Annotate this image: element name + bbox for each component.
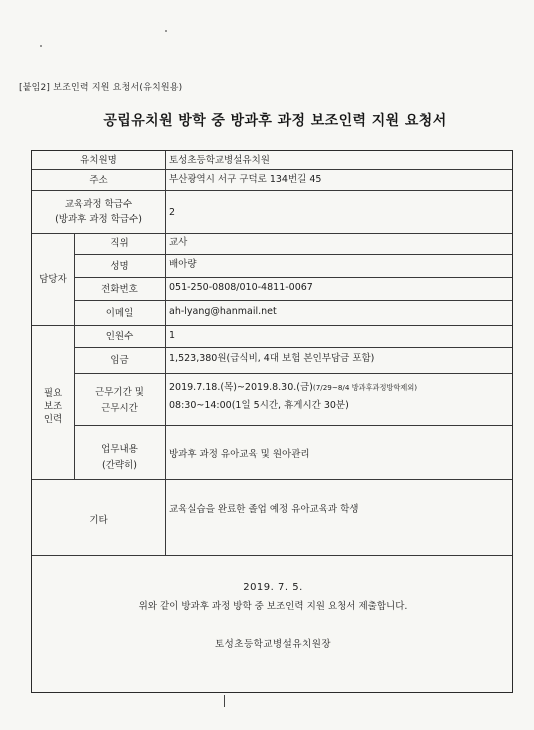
wage-value: 1,523,380원(급식비, 4대 보험 본인부담금 포함) <box>169 353 375 364</box>
document-title: 공립유치원 방학 중 방과후 과정 보조인력 지원 요청서 <box>103 113 447 129</box>
phone-label: 전화번호 <box>101 284 138 295</box>
submission-date: 2019. 7. 5. <box>243 582 303 593</box>
staff-label-line1: 필요 <box>43 388 63 399</box>
position-value: 교사 <box>169 237 188 248</box>
work-period-value <box>169 381 417 394</box>
etc-label: 기타 <box>89 515 108 526</box>
manager-label: 담당자 <box>39 274 67 285</box>
annex-label: [붙임2] 보조인력 지원 요청서(유치원용) <box>19 83 183 93</box>
position-label: 직위 <box>110 238 129 249</box>
headcount-value: 1 <box>169 330 176 341</box>
duty-label-line1: 업무내용 <box>101 444 138 455</box>
email-value: ah-lyang@hanmail.net <box>169 306 277 317</box>
address-label: 주소 <box>89 175 108 186</box>
work-hours-value: 08:30~14:00(1일 5시간, 휴게시간 30분) <box>169 400 349 411</box>
request-form-table <box>31 150 513 693</box>
work-period-note: (7/29~8/4 방과후과정방학제외) <box>312 383 418 392</box>
duty-label-line2: (간략히) <box>102 460 137 471</box>
name-value: 배아량 <box>169 259 197 270</box>
work-period-label-line2: 근무시간 <box>101 403 138 414</box>
etc-value: 교육실습을 완료한 졸업 예정 유아교육과 학생 <box>169 504 359 515</box>
page-edge-mark <box>224 695 225 707</box>
class-count-label: 교육과정 학급수 <box>64 199 133 210</box>
scan-speck <box>165 30 167 32</box>
staff-label-line3: 인력 <box>43 414 63 425</box>
phone-value: 051-250-0808/010-4811-0067 <box>169 282 313 293</box>
email-label: 이메일 <box>105 308 134 319</box>
signature-line: 토성초등학교병설유치원장 <box>214 639 332 650</box>
work-period-dates: 2019.7.18.(목)~2019.8.30.(금) <box>169 382 313 393</box>
address-value: 부산광역시 서구 구덕로 134번길 45 <box>169 174 322 185</box>
wage-label: 임금 <box>110 355 129 366</box>
staff-label-line2: 보조 <box>43 401 63 412</box>
kindergarten-value: 토성초등학교병설유치원 <box>169 155 270 166</box>
duty-value: 방과후 과정 유아교육 및 원아관리 <box>169 449 310 460</box>
headcount-label: 인원수 <box>105 331 134 342</box>
afterschool-class-count-label: (방과후 과정 학급수) <box>55 214 142 225</box>
scan-speck <box>40 45 42 47</box>
class-count-value: 2 <box>169 207 176 218</box>
name-label: 성명 <box>110 261 129 272</box>
submission-statement: 위와 같이 방과후 과정 방학 중 보조인력 지원 요청서 제출합니다. <box>138 601 408 612</box>
work-period-label-line1: 근무기간 및 <box>95 387 144 398</box>
kindergarten-label: 유치원명 <box>80 155 117 166</box>
